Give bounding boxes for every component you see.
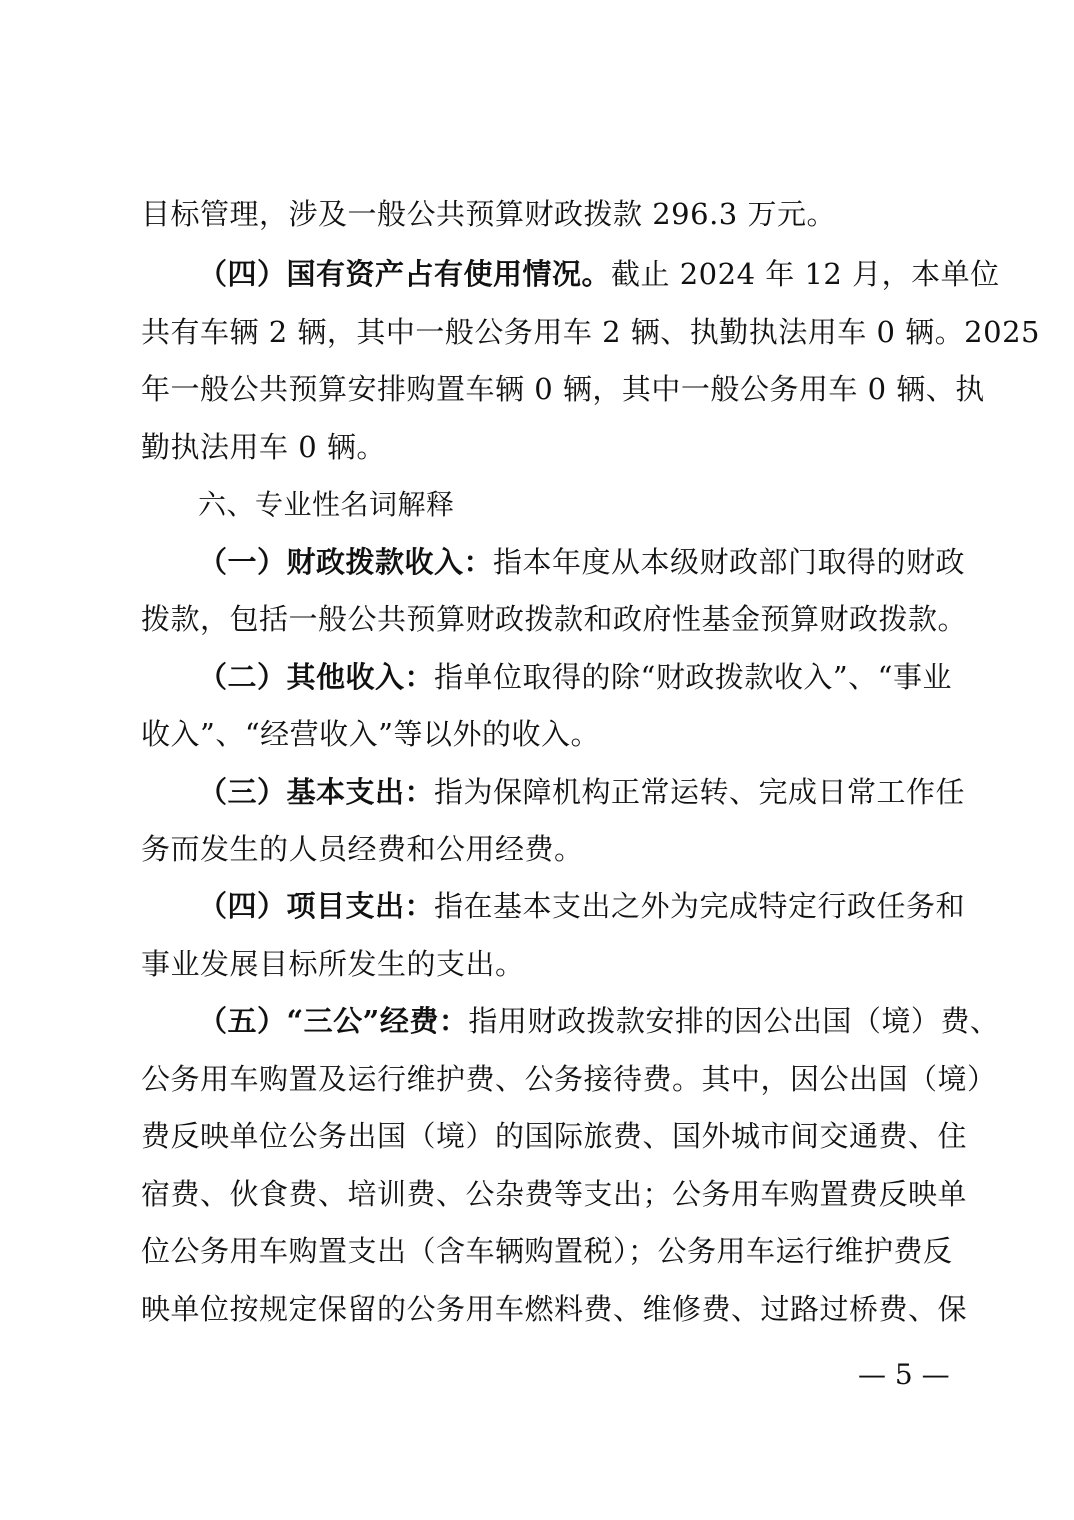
text-run: 年一般公共预算安排购置车辆 0 辆，其中一般公务用车 0 辆、执 <box>141 372 985 406</box>
text-run: 指为保障机构正常运转、完成日常工作任 <box>434 775 966 809</box>
term-label: （二）其他收入： <box>198 660 435 694</box>
text-run: 指用财政拨款安排的因公出国（境）费、 <box>468 1004 1000 1038</box>
text-run: 事业发展目标所发生的支出。 <box>141 947 525 981</box>
paragraph-line <box>141 829 941 869</box>
text-run: 指单位取得的除“财政拨款收入”、“事业 <box>434 660 952 694</box>
paragraph-line <box>198 254 1000 294</box>
section-label: （四）国有资产占有使用情况。 <box>198 257 612 291</box>
text-run: 目标管理，涉及一般公共预算财政拨款 296.3 万元。 <box>141 197 836 231</box>
term-label: （四）项目支出： <box>198 889 435 923</box>
text-run: 指本年度从本级财政部门取得的财政 <box>493 545 966 579</box>
paragraph-line <box>141 1289 968 1329</box>
paragraph-line <box>198 886 966 926</box>
paragraph-line <box>198 542 966 582</box>
paragraph-line <box>141 369 985 409</box>
paragraph-line <box>141 599 968 639</box>
paragraph-line <box>141 714 941 754</box>
term-label: （五）“三公”经费： <box>198 1004 469 1038</box>
text-run: 宿费、伙食费、培训费、公杂费等支出；公务用车购置费反映单 <box>141 1177 968 1211</box>
text-run: 拨款，包括一般公共预算财政拨款和政府性基金预算财政拨款。 <box>141 602 968 636</box>
paragraph-line <box>141 1231 953 1271</box>
text-run: 位公务用车购置支出（含车辆购置税）；公务用车运行维护费反 <box>141 1234 953 1268</box>
text-run: 映单位按规定保留的公务用车燃料费、维修费、过路过桥费、保 <box>141 1292 968 1326</box>
text-run: 费反映单位公务出国（境）的国际旅费、国外城市间交通费、住 <box>141 1119 968 1153</box>
paragraph-line <box>198 657 952 697</box>
text-run: 勤执法用车 0 辆。 <box>141 430 386 464</box>
paragraph-line <box>141 1059 997 1099</box>
term-label: （一）财政拨款收入： <box>198 545 494 579</box>
paragraph-line <box>141 427 941 467</box>
text-run: 务而发生的人员经费和公用经费。 <box>141 832 584 866</box>
paragraph-line <box>198 772 966 812</box>
term-label: （三）基本支出： <box>198 775 435 809</box>
text-run: 公务用车购置及运行维护费、公务接待费。其中，因公出国（境） <box>141 1062 997 1096</box>
section-heading <box>198 485 998 525</box>
paragraph-line <box>141 194 941 234</box>
paragraph-line <box>141 1116 968 1156</box>
text-run: 截止 2024 年 12 月，本单位 <box>611 257 1000 291</box>
paragraph-line <box>141 944 941 984</box>
heading-text: 六、专业性名词解释 <box>198 488 455 521</box>
text-run: 指在基本支出之外为完成特定行政任务和 <box>434 889 966 923</box>
paragraph-line <box>198 1001 1000 1041</box>
page-number: — 5 — <box>858 1358 950 1391</box>
text-run: 收入”、“经营收入”等以外的收入。 <box>141 717 600 751</box>
text-run: 共有车辆 2 辆，其中一般公务用车 2 辆、执勤执法用车 0 辆。2025 <box>141 315 1040 349</box>
paragraph-line <box>141 312 1040 352</box>
paragraph-line <box>141 1174 968 1214</box>
